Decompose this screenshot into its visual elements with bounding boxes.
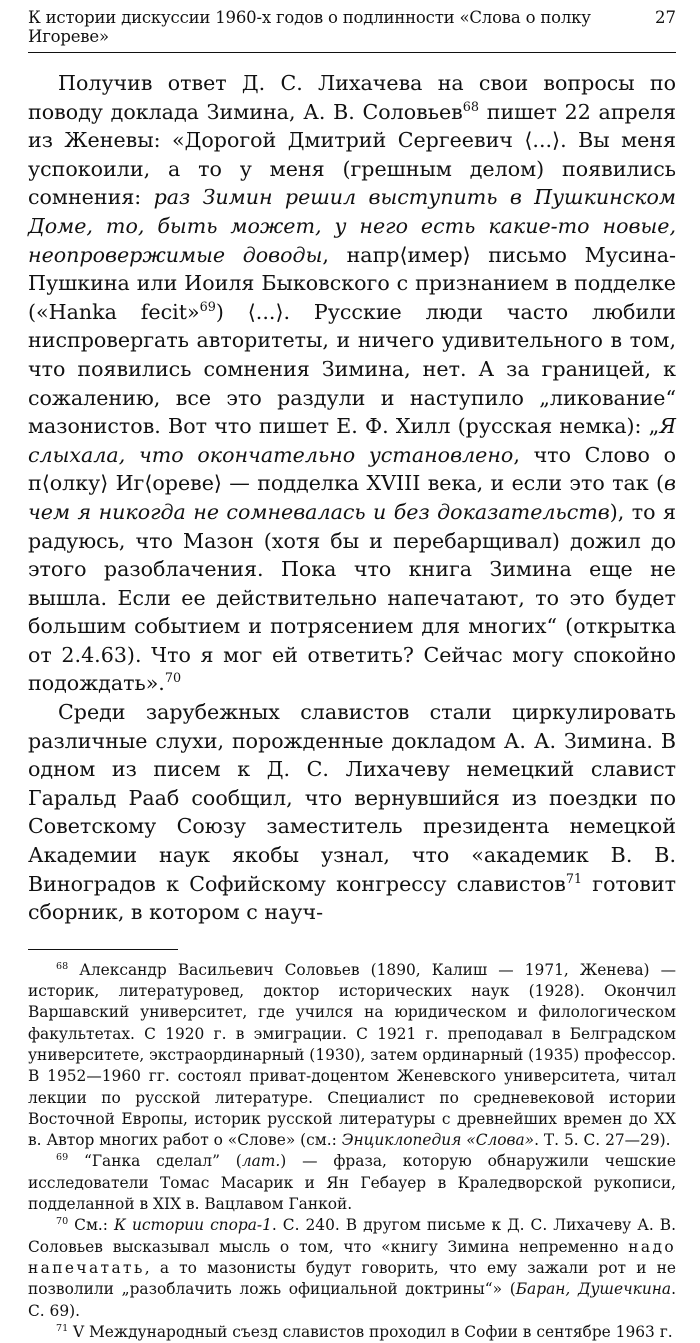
text-span: V Международный съезд славистов проходил в Софии в сентябре 1963 г. [68, 1322, 673, 1341]
footnote-marker: 70 [56, 1216, 69, 1228]
text-span: , напр⟨имер⟩ письмо Мусина-Пушкина или Иоиля Быковского с признанием в подделке («Hanka fecit» [28, 242, 676, 324]
text-span: ), то я радуюсь, что Мазон (хотя бы и перебарщивал) дожил до этого разоблачения. Пока что книга Зимина еще не вышла. Если ее действительно напечатают, то это будет большим событием и потрясением для многих“ (открытка от 2.4.63). Что я мог ей ответить? Сейчас могу спокойно подождать». [28, 499, 676, 696]
italic-span: в чем я никогда не сомневалась и без доказательств [28, 471, 676, 524]
text-span: надо напечатать [28, 1237, 676, 1277]
text-span: , что Слово о п⟨олку⟩ Иг⟨ореве⟩ — подделка XVIII века, и если это так ( [28, 442, 676, 496]
paragraph-1 [28, 69, 676, 698]
footnote-marker: 71 [56, 1322, 69, 1334]
text-span: Получив ответ Д. С. Лихачева на свои вопросы по поводу доклада Зимина, А. В. Соловьев [28, 71, 676, 124]
text-span: Среди зарубежных славистов стали циркулировать различные слухи, порожденные докладом А. А. Зимина. В одном из писем к Д. С. Лихачеву немецкий славист Гаральд Рааб сообщил, что вернувшийся из поездки по Советскому Союзу заместитель президента немецкой Академии наук якобы узнал, что «академик В. В. Виноградов к Софийскому конгрессу славистов [28, 700, 676, 896]
footnote-marker: 70 [164, 671, 182, 687]
running-header [28, 8, 676, 53]
italic-span: Баран, Душечкина [515, 1280, 672, 1299]
text-span: См.: [68, 1216, 115, 1235]
footnote-71 [28, 1322, 676, 1343]
text-span: ) — фраза, которую обнаружили чешские исследователи Томас Масарик и Ян Гебауер в Краледворской рукописи, подделанной в XIX в. Вацлавом Ганкой. [28, 1152, 676, 1214]
page-number: 27 [655, 8, 676, 27]
footnote-marker: 68 [462, 99, 479, 115]
text-span: . Т. 5. С. 27—29). [534, 1131, 671, 1150]
running-title: К истории дискуссии 1960-х годов о подлинности «Слова о полку Игореве» [28, 8, 591, 46]
text-span: ) ⟨...⟩. Русские люди часто любили ниспровергать авторитеты, и ничего удивительного в том, что появились сомнения Зимина, нет. А за границей, к сожалению, все это раздули и наступило „ликование“ мазонистов. Вот что пишет Е. Ф. Хилл (русская немка): „ [28, 299, 676, 439]
italic-span: раз Зимин решил выступить в Пушкинском Доме, то, быть может, у него есть какие-то новые, неопровержимые доводы [28, 185, 676, 267]
footnote-70 [28, 1215, 676, 1321]
text-span: , а то мазонисты будут говорить, что ему зажали рот и не позволили „разоблачить ложь официальной доктрины“» ( [28, 1258, 676, 1299]
italic-span: лат. [241, 1152, 281, 1171]
text-span: готовит сборник, в котором с науч- [28, 871, 676, 925]
footnote-69 [28, 1151, 676, 1215]
text-span: пишет 22 апреля из Женевы: «Дорогой Дмитрий Сергеевич ⟨...⟩. Вы меня успокоили, а то у меня (грешным делом) появились сомнения: [28, 99, 677, 210]
paragraph-2 [28, 698, 676, 927]
text-span: “Ганка сделал” ( [68, 1152, 242, 1171]
footnote-68 [28, 960, 676, 1152]
footnote-separator [28, 949, 178, 950]
footnote-marker: 68 [56, 960, 69, 972]
italic-span: К истории спора-1 [114, 1216, 272, 1235]
text-span: . С. 240. В другом письме к Д. С. Лихачеву А. В. Соловьев высказывал мысль о том, что «книгу Зимина непременно [28, 1216, 677, 1256]
footnote-marker: 71 [565, 871, 583, 887]
book-page [28, 8, 676, 1343]
footnote-marker: 69 [199, 299, 216, 315]
text-span: . С. 69). [28, 1280, 676, 1320]
italic-span: Энциклопедия «Слова» [341, 1131, 535, 1150]
footnotes [28, 960, 676, 1343]
main-text [28, 69, 676, 927]
text-span: Александр Васильевич Соловьев (1890, Калиш — 1971, Женева) — историк, литературовед, доктор исторических наук (1928). Окончил Варшавский университет, где учился на юридическом и филологическом факультетах. С 1920 г. в эмиграции. С 1921 г. преподавал в Белградском университете, экстраординарный (1930), затем ординарный (1935) профессор. В 1952—1960 гг. состоял приват-доцентом Женевского университета, читал лекции по русской литературе. Специалист по средневековой истории Восточной Европы, историк русской литературы с древнейших времен до XX в. Автор многих работ о «Слове» (см.: [28, 960, 676, 1150]
footnote-marker: 69 [56, 1152, 69, 1164]
italic-span: Я слыхала, что окончательно установлено [28, 414, 676, 467]
